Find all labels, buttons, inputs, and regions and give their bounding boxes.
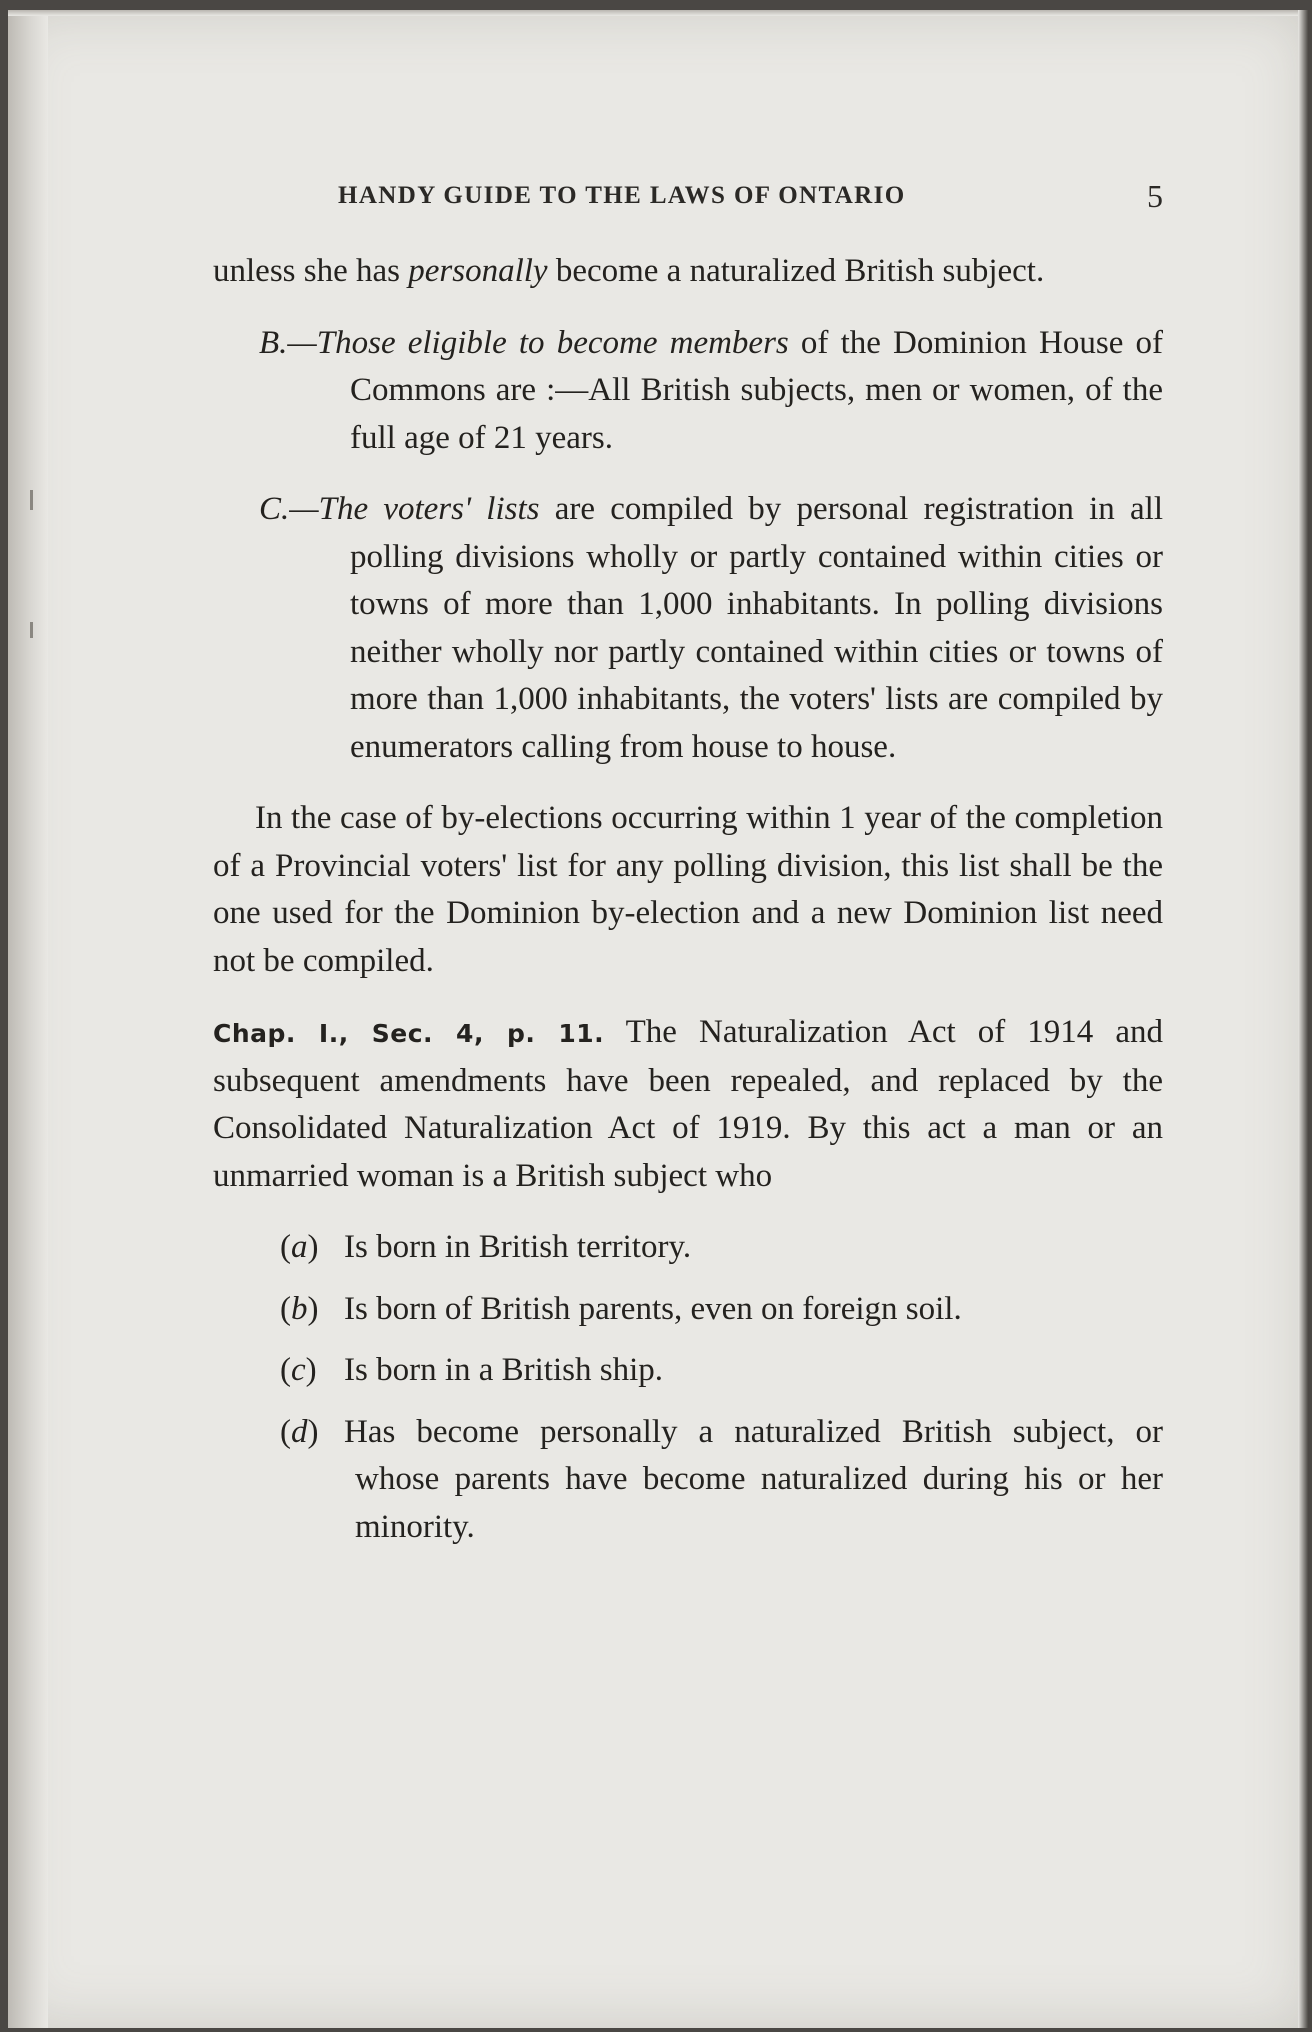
text-run: unless she has bbox=[213, 253, 409, 289]
gutter-mark bbox=[30, 490, 33, 510]
page-header bbox=[338, 178, 1163, 218]
text-run: become a naturalized British subject. bbox=[547, 253, 1045, 289]
page-number: 5 bbox=[1147, 178, 1163, 214]
italic-heading: B.—Those eligible to become members bbox=[259, 324, 789, 361]
gutter-mark bbox=[30, 622, 33, 638]
book-page bbox=[8, 10, 1308, 2028]
letter-text: c bbox=[291, 1352, 306, 1388]
list-item-text: Has become personally a naturalized British subject, or whose parents have become naturalized during his or her minority. bbox=[344, 1413, 1163, 1545]
list-item-text: Is born of British parents, even on foreign soil. bbox=[344, 1290, 962, 1327]
text-run: The Naturalization Act of 1914 and subsequent amendments have been repealed, and replaced by the Consolidated Naturalization Act of 1919. By this act a man or an unmarried woman is a British subject who bbox=[213, 1014, 1164, 1194]
paragraph-c bbox=[213, 486, 1163, 771]
list-item-text: Is born in British territory. bbox=[344, 1229, 692, 1265]
letter-text: b bbox=[291, 1290, 308, 1327]
page-right-edge bbox=[1298, 10, 1308, 2028]
list-item bbox=[213, 1347, 1163, 1395]
list-item-letter: (b) bbox=[280, 1290, 319, 1327]
running-head: HANDY GUIDE TO THE LAWS OF ONTARIO bbox=[338, 182, 906, 209]
letter-text: d bbox=[291, 1413, 308, 1450]
list-item-letter: (a) bbox=[280, 1229, 319, 1265]
paragraph-by-elections: In the case of by-elections occurring within 1 year of the completion of a Provincial voters' list for any polling division, this list shall be the one used for the Dominion by-election and a new Dominion list need not be compiled. bbox=[213, 800, 1163, 979]
text-run: of the Dominion House of Commons are :—All British subjects, men or women, of the full age of 21 years. bbox=[350, 324, 1163, 456]
list-item-letter: (c) bbox=[280, 1352, 317, 1388]
list-item-letter: (d) bbox=[280, 1413, 319, 1450]
text-run: are compiled by personal registration in all polling divisions wholly or partly contained within cities or towns of more than 1,000 inhabitants. In polling divisions neither wholly nor partly contained within cities or towns of more than 1,000 inhabitants, the voters' lists are compiled by enumerators calling from house to house. bbox=[350, 491, 1163, 765]
italic-heading: C.—The voters' lists bbox=[259, 491, 540, 527]
page-body bbox=[213, 248, 1163, 1565]
italic-text: personally bbox=[408, 253, 548, 289]
paragraph-naturalization bbox=[213, 1009, 1163, 1200]
letter-text: a bbox=[291, 1229, 308, 1265]
chapter-citation: Chap. I., Sec. 4, p. 11. bbox=[213, 1019, 605, 1048]
paragraph-continuation bbox=[213, 248, 1163, 296]
list-item bbox=[213, 1224, 1163, 1272]
page-gutter bbox=[8, 10, 48, 2028]
list-item-text: Is born in a British ship. bbox=[344, 1352, 663, 1388]
list-item bbox=[213, 1286, 1163, 1334]
list-item bbox=[213, 1409, 1163, 1552]
paragraph-b bbox=[213, 320, 1163, 463]
page-top-edge bbox=[8, 10, 1308, 16]
